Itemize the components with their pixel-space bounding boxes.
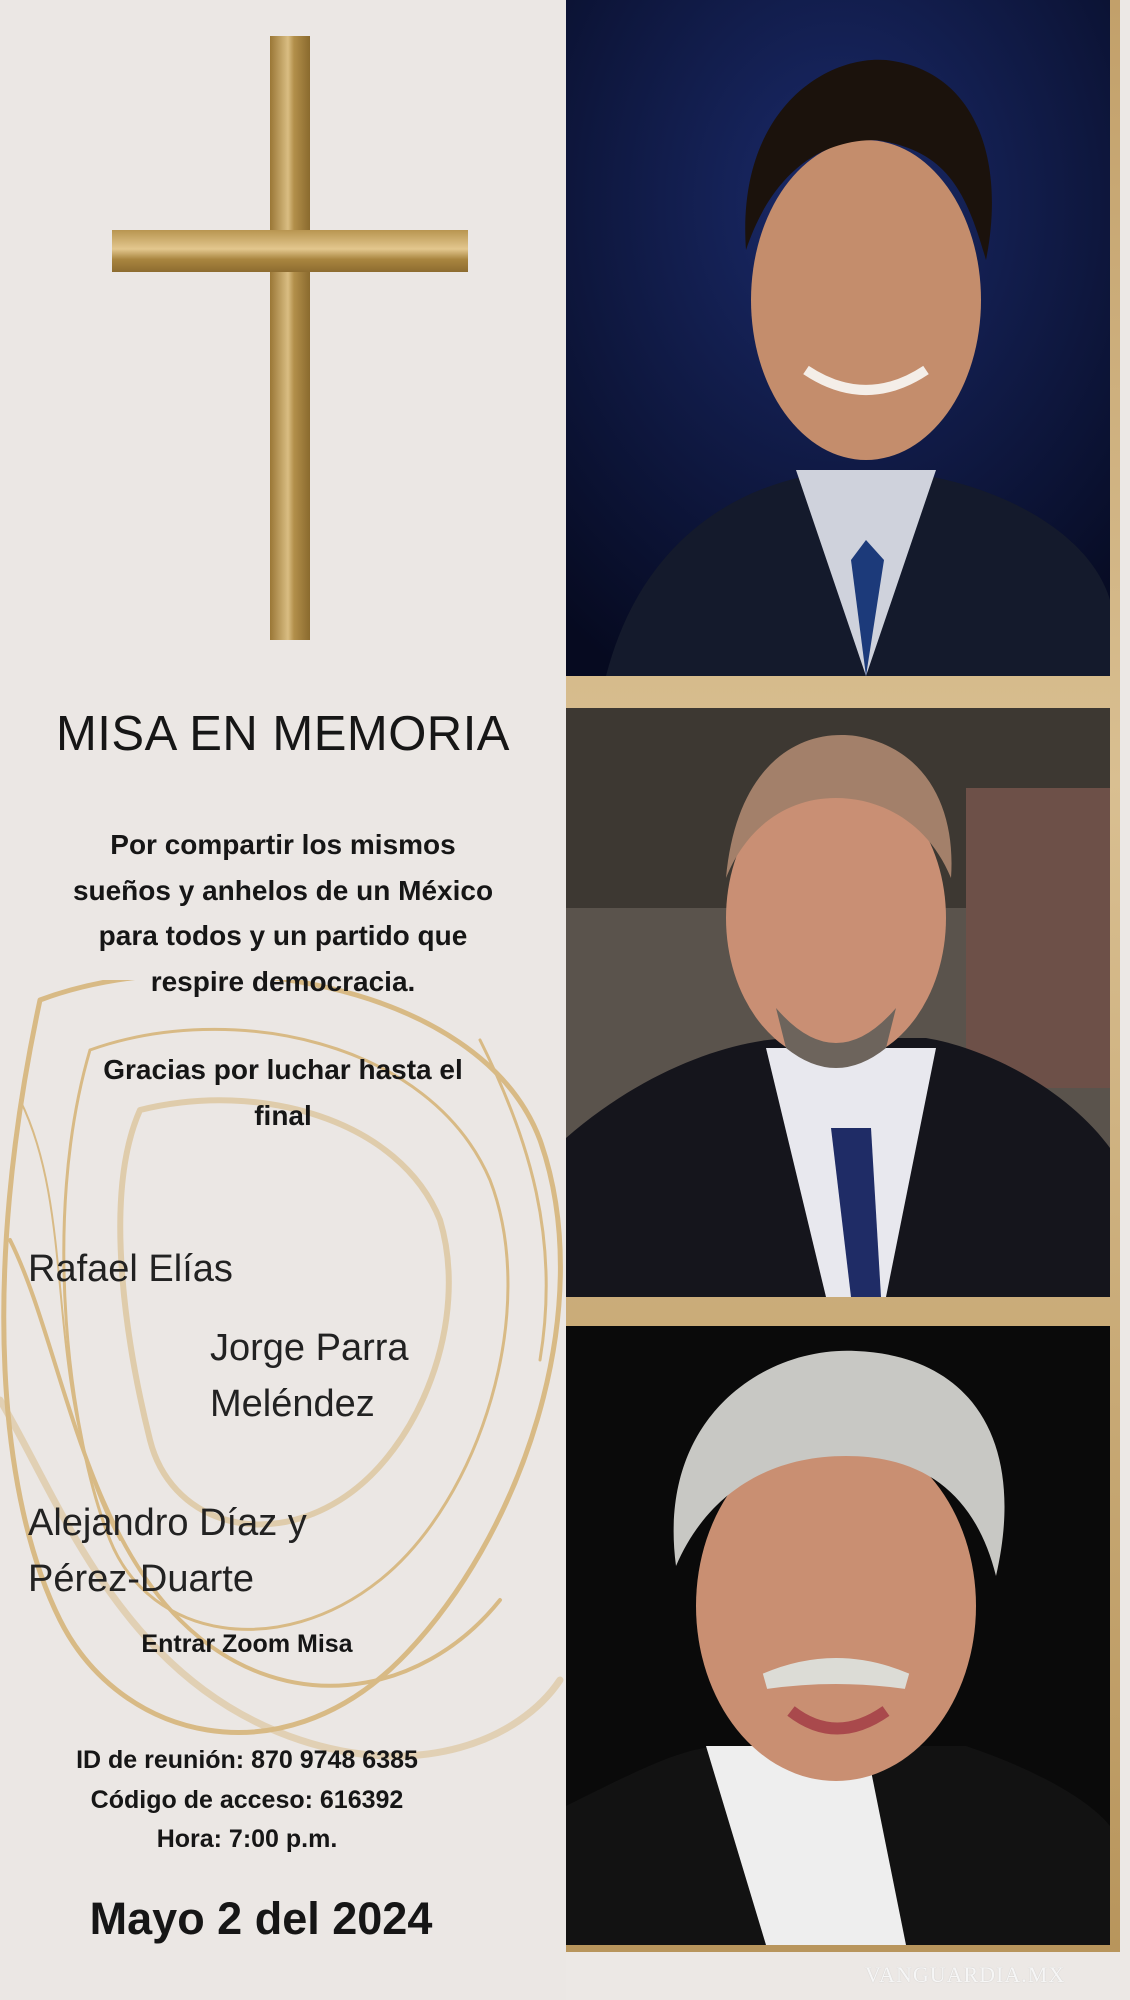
meeting-id: ID de reunión: 870 9748 6385 bbox=[76, 1746, 418, 1774]
name-line: Meléndez bbox=[210, 1383, 375, 1425]
access-code: Código de acceso: 616392 bbox=[90, 1785, 404, 1814]
name-line: Pérez-Duarte bbox=[28, 1558, 254, 1600]
dedication-text bbox=[10, 822, 556, 1004]
thanks-line: final bbox=[254, 1099, 312, 1131]
dedication-line: para todos y un partido que bbox=[98, 920, 468, 951]
thanks-text bbox=[10, 1047, 556, 1138]
cross-icon-crossbar bbox=[112, 230, 468, 272]
dedication-line: sueños y anhelos de un México bbox=[72, 874, 494, 906]
zoom-link[interactable]: Entrar Zoom Misa bbox=[141, 1630, 353, 1658]
dedication-line: respire democracia. bbox=[150, 965, 416, 997]
honoree-name-2 bbox=[210, 1320, 409, 1432]
zoom-details bbox=[0, 1741, 494, 1860]
mass-time: Hora: 7:00 p.m. bbox=[156, 1825, 338, 1853]
honoree-name-1: Rafael Elías bbox=[28, 1248, 233, 1290]
cross-icon bbox=[270, 36, 310, 640]
thanks-line: Gracias por luchar hasta el bbox=[103, 1054, 463, 1085]
portrait-photo-2 bbox=[566, 708, 1110, 1297]
dedication-line: Por compartir los mismos bbox=[110, 829, 456, 860]
event-date: Mayo 2 del 2024 bbox=[89, 1893, 433, 1944]
name-line: Jorge Parra bbox=[210, 1327, 409, 1369]
watermark: VANGUARDIA.MX bbox=[865, 1962, 1066, 1987]
name-line: Alejandro Díaz y bbox=[28, 1502, 307, 1544]
page-title: MISA EN MEMORIA bbox=[55, 707, 510, 761]
honoree-name-3 bbox=[28, 1495, 307, 1607]
portrait-photo-3 bbox=[566, 1326, 1110, 1945]
portrait-photo-1 bbox=[566, 0, 1110, 676]
